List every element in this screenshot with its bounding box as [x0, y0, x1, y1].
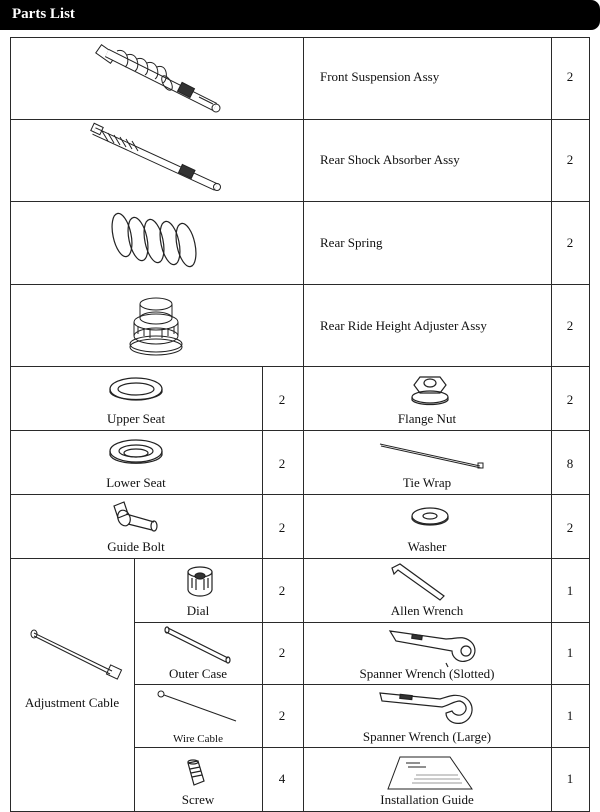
- part-name-tie-wrap: Tie Wrap: [402, 475, 452, 490]
- adjustment-cable-icon: [28, 627, 124, 683]
- row-divider: [10, 284, 590, 285]
- part-name-rear-shock: Rear Shock Absorber Assy: [320, 152, 460, 167]
- dial-icon: [180, 564, 220, 602]
- part-name-washer: Washer: [407, 539, 447, 554]
- part-name-outer-case: Outer Case: [168, 666, 228, 681]
- slotted-spanner-icon: [386, 625, 482, 669]
- part-name-allen-wrench: Allen Wrench: [390, 603, 464, 618]
- adjustment-cable-label: Adjustment Cable: [24, 695, 120, 710]
- row-divider: [134, 747, 590, 748]
- part-qty: 4: [278, 771, 286, 786]
- part-qty: 2: [566, 235, 574, 250]
- part-name-lower-seat: Lower Seat: [106, 475, 166, 490]
- row-divider: [10, 430, 590, 431]
- flange-nut-icon: [410, 373, 450, 407]
- table-border-top: [10, 37, 590, 38]
- tie-wrap-icon: [378, 442, 486, 470]
- upper-seat-icon: [108, 376, 164, 406]
- part-qty: 1: [566, 583, 574, 598]
- part-name-slotted-spanner: Spanner Wrench (Slotted): [359, 666, 495, 681]
- part-qty: 1: [566, 771, 574, 786]
- part-name-dial: Dial: [186, 603, 210, 618]
- part-qty: 1: [566, 645, 574, 660]
- row-divider: [10, 366, 590, 367]
- part-name-large-spanner: Spanner Wrench (Large): [362, 729, 492, 744]
- part-name-guide-bolt: Guide Bolt: [107, 539, 165, 554]
- row-divider: [134, 622, 590, 623]
- height-adjuster-icon: [126, 292, 186, 358]
- part-qty: 2: [278, 456, 286, 471]
- installation-guide-icon: [386, 753, 476, 793]
- page-title: Parts List: [12, 6, 75, 22]
- part-qty: 2: [278, 645, 286, 660]
- part-name-screw: Screw: [181, 792, 215, 807]
- part-name-flange-nut: Flange Nut: [397, 411, 457, 426]
- row-divider: [10, 201, 590, 202]
- screw-icon: [182, 759, 208, 789]
- header-bar: [0, 0, 600, 30]
- outer-case-icon: [164, 625, 234, 665]
- part-name-rear-spring: Rear Spring: [320, 235, 383, 250]
- row-divider: [134, 684, 590, 685]
- part-name-installation-guide: Installation Guide: [380, 792, 474, 807]
- shock-absorber-icon: [88, 125, 224, 195]
- row-divider: [10, 494, 590, 495]
- part-name-wire-cable: Wire Cable: [173, 733, 223, 745]
- parts-table: [10, 37, 590, 812]
- part-qty: 2: [278, 520, 286, 535]
- large-spanner-icon: [376, 689, 482, 729]
- part-name-front-suspension: Front Suspension Assy: [320, 69, 440, 84]
- part-qty: 2: [566, 520, 574, 535]
- part-qty: 2: [278, 583, 286, 598]
- part-qty: 2: [566, 318, 574, 333]
- wire-cable-icon: [156, 689, 240, 725]
- part-qty: 2: [566, 69, 574, 84]
- part-qty: 2: [566, 392, 574, 407]
- spring-icon: [106, 207, 206, 273]
- part-qty: 2: [566, 152, 574, 167]
- part-qty: 8: [566, 456, 574, 471]
- allen-wrench-icon: [388, 562, 448, 602]
- column-divider: [134, 558, 135, 812]
- part-name-height-adjuster: Rear Ride Height Adjuster Assy: [320, 318, 487, 333]
- row-divider: [10, 558, 590, 559]
- part-qty: 2: [278, 708, 286, 723]
- part-qty: 1: [566, 708, 574, 723]
- lower-seat-icon: [108, 438, 164, 470]
- coilover-icon: [95, 41, 225, 117]
- row-divider: [10, 119, 590, 120]
- part-name-upper-seat: Upper Seat: [106, 411, 166, 426]
- washer-icon: [410, 506, 450, 530]
- part-qty: 2: [278, 392, 286, 407]
- guide-bolt-icon: [110, 500, 160, 536]
